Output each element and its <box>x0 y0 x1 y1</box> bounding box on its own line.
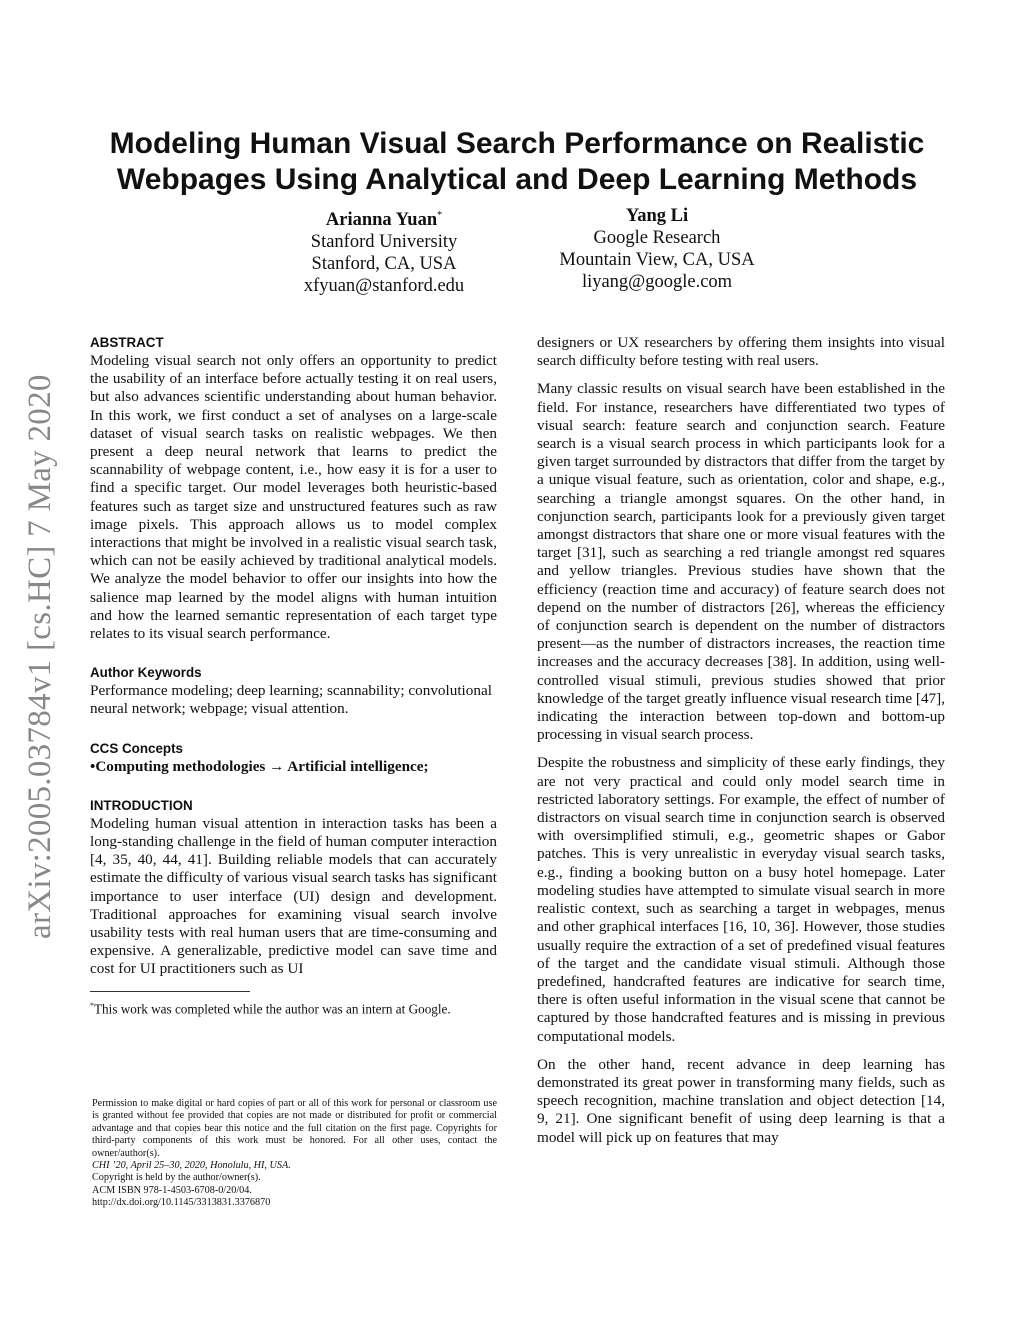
footnote-mark: * <box>90 1000 94 1010</box>
right-column <box>537 334 945 1157</box>
author-block-1 <box>224 205 544 297</box>
right-paragraph-1: designers or UX researchers by offering them insights into visual search difficulty before testing with real users. <box>537 334 945 370</box>
permission-text: Permission to make digital or hard copies of part or all of this work for personal or classroom use is granted without fee provided that copies are not made or distributed for profit or commercial advantage and that copies bear this notice and the full citation on the first page. Copyrights for third-party components of this work must be honored. For all other uses, contact the owner/author(s). <box>92 1098 497 1159</box>
author-footnote-mark: * <box>437 210 443 221</box>
author-email: liyang@google.com <box>581 272 733 292</box>
footnote-text: This work was completed while the author was an intern at Google. <box>94 1001 451 1017</box>
left-column <box>90 334 497 1017</box>
keywords-heading: Author Keywords <box>90 665 202 681</box>
author-name: Yang Li <box>625 206 689 226</box>
footnote <box>90 998 497 1017</box>
copyright-line: Copyright is held by the author/owner(s). <box>92 1172 261 1184</box>
paper-title-line-2: Webpages Using Analytical and Deep Learning Methods <box>116 163 918 196</box>
paper-title-line-1: Modeling Human Visual Search Performance on Realistic <box>109 127 925 160</box>
author-name: Arianna Yuan* <box>325 210 443 231</box>
author-email: xfyuan@stanford.edu <box>303 276 465 297</box>
author-block-2 <box>497 205 817 293</box>
right-paragraph-4: On the other hand, recent advance in deep learning has demonstrated its great power in transforming many fields, such as speech recognition, machine translation and object detection [14, 9, 21]. One significant benefit of using deep learning is that a model will pick up on features that may <box>537 1055 945 1146</box>
ccs-text: •Computing methodologies → Artificial intelligence; <box>90 757 429 775</box>
abstract-text: Modeling visual search not only offers an opportunity to predict the usability of an interface before actually testing it on real users, but also advances scientific understanding about human behavior. In this work, we first conduct a set of analyses on a large-scale dataset of visual search tasks on realistic webpages. We then present a deep neural network that learns to predict the scannability of webpage content, i.e., how easy it is for a user to find a specific target. Our model leverages both heuristic-based features such as target size and unstructured features such as raw image pixels. This approach allows us to model complex interactions that might be involved in a realistic visual search task, which can not be easily achieved by traditional analytical models. We analyze the model behavior to offer our insights into how the salience map learned by the model aligns with human intuition and how the learned semantic representation of each target type relates to its visual search performance. <box>90 352 497 643</box>
author-affiliation: Stanford University <box>310 232 458 253</box>
keywords-text: Performance modeling; deep learning; scannability; convolutional neural network; webpage; visual attention. <box>90 682 492 718</box>
footnote-rule <box>90 991 250 992</box>
introduction-heading: INTRODUCTION <box>90 797 193 813</box>
arxiv-identifier-stamp: arXiv:2005.03784v1 [cs.HC] 7 May 2020 <box>22 374 58 939</box>
permission-block <box>92 1098 497 1210</box>
paper-title <box>60 126 974 198</box>
doi-link[interactable]: http://dx.doi.org/10.1145/3313831.3376870 <box>92 1197 271 1209</box>
author-location: Mountain View, CA, USA <box>559 250 755 270</box>
introduction-text: Modeling human visual attention in interaction tasks has been a long-standing challenge in the field of human computer interaction [4, 35, 40, 44, 41]. Building reliable models that can accurately estimate the difficulty of various visual search tasks has significant importance to user interface (UI) design and development. Traditional approaches for examining visual search involve usability tests with real human users that are time-consuming and expensive. A generalizable, predictive model can save time and cost for UI practitioners such as UI <box>90 814 497 978</box>
ccs-heading: CCS Concepts <box>90 740 184 756</box>
conference-venue: CHI ’20, April 25–30, 2020, Honolulu, HI, USA. <box>92 1160 291 1172</box>
isbn-line: ACM ISBN 978-1-4503-6708-0/20/04. <box>92 1184 252 1196</box>
author-affiliation: Google Research <box>593 228 721 248</box>
abstract-heading: ABSTRACT <box>90 335 164 350</box>
author-location: Stanford, CA, USA <box>311 254 457 275</box>
right-paragraph-2: Many classic results on visual search have been established in the field. For instance, researchers have differentiated two types of visual search: feature search and conjunction search. Feature search is a visual search process in which participants look for a given target surrounded by distractors that differ from the target by a unique visual feature, such as orientation, color and shape, e.g., searching a triangle amongst squares. On the other hand, in conjunction search, participants look for a previously given target amongst distractors that share one or more visual features with the target [31], such as searching a red triangle amongst red squares and yellow triangles. Previous studies have shown that the efficiency (reaction time and accuracy) of feature search does not depend on the number of distractors [26], whereas the efficiency of conjunction search is dependent on the number of distractors present—as the number of distractors increases, the reaction time increases and the accuracy decreases [38]. In addition, using well-controlled visual stimuli, previous studies showed that prior knowledge of the target greatly influence visual research time [47], indicating the interaction between top-down and bottom-up processing in visual search process. <box>537 380 945 744</box>
right-paragraph-3: Despite the robustness and simplicity of these early findings, they are not very practical and could only model search time in restricted laboratory settings. For example, the effect of number of distractors on visual search time in conjunction search is observed with oversimplified stimuli, e.g., geometric shapes or Gabor patches. This is very unrealistic in everyday visual search tasks, e.g., finding a booking button on a busy hotel homepage. Later modeling studies have attempted to simulate visual search in more realistic context, such as searching a target in webpages, menus and other graphical interfaces [16, 10, 36]. However, those studies usually require the extraction of a set of predefined visual features of the target and the candidate visual stimuli. Although those predefined, handcrafted features are indicative for search time, there is often useful information in the visual scene that cannot be captured by those handcrafted features and is missing in previous computational models. <box>537 754 945 1045</box>
